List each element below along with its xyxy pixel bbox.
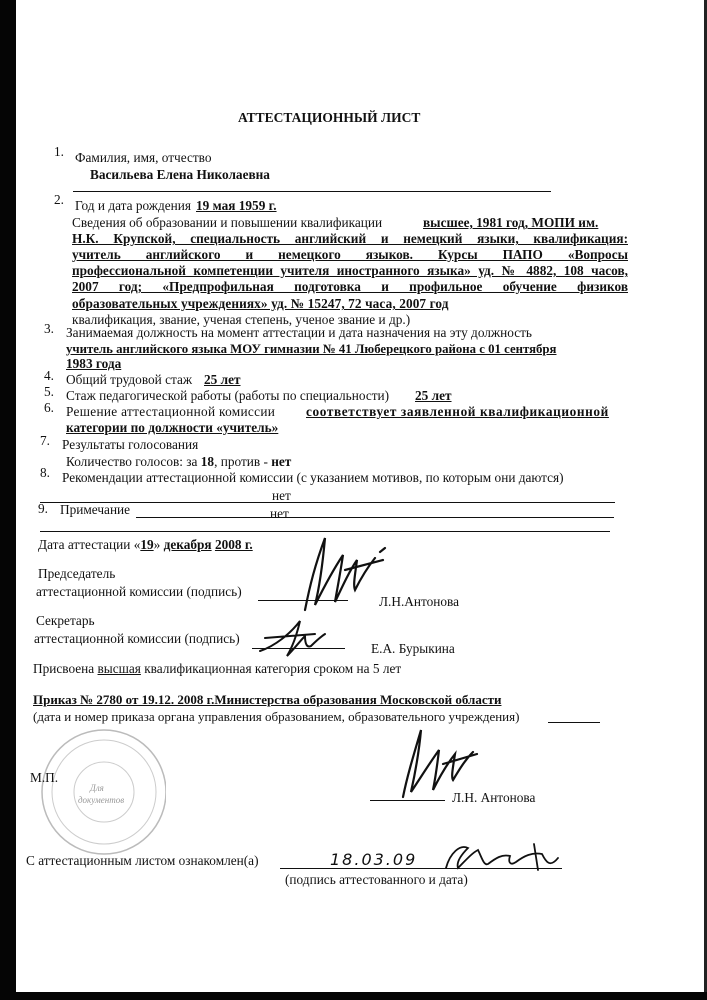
item-number-2: 2. xyxy=(54,192,64,207)
position-label: Занимаемая должность на момент аттестации и дата назначения на эту должность xyxy=(66,325,532,340)
item-number-3: 3. xyxy=(44,321,54,336)
total-experience-label: Общий трудовой стаж xyxy=(66,372,193,387)
fio-underline xyxy=(73,191,551,192)
voting-count-label: Количество голосов: за xyxy=(66,454,198,469)
svg-text:Для: Для xyxy=(90,783,104,793)
attestation-day: 19 xyxy=(140,537,154,552)
stamp-label: М.П. xyxy=(30,770,59,785)
education-value-line4: профессиональной компетенции учителя иностранного языка» уд. № 4882, 108 часов, xyxy=(72,263,628,278)
attestation-date-label: Дата аттестации « xyxy=(38,537,141,552)
item-number-1: 1. xyxy=(54,144,64,159)
recommendations-label: Рекомендации аттестационной комиссии (с указанием мотивов, по которым они даются) xyxy=(62,470,564,485)
secretary-name: Е.А. Бурыкина xyxy=(371,641,455,656)
acknowledgement-date: 18.03.09 xyxy=(330,850,418,869)
acknowledgement-label: С аттестационным листом ознакомлен(а) xyxy=(26,853,259,868)
education-value-line1: высшее, 1981 год, МОПИ им. xyxy=(423,215,599,230)
voting-against-label: , против - xyxy=(214,454,268,469)
position-value-line1: учитель английского языка МОУ гимназии № 41 Люберецкого района с 01 сентября xyxy=(66,342,557,356)
birth-label: Год и дата рождения xyxy=(75,198,192,213)
item-number-8: 8. xyxy=(40,465,50,480)
secretary-signature-label: аттестационной комиссии (подпись) xyxy=(34,631,240,646)
chair-signature-label: аттестационной комиссии (подпись) xyxy=(36,584,242,599)
attestation-date-quote: » xyxy=(153,537,161,552)
secretary-signature xyxy=(255,616,335,661)
item-number-6: 6. xyxy=(44,400,54,415)
education-value-line3: учитель английского и немецкого языков. Курсы ПАПО «Вопросы xyxy=(72,247,628,262)
note-underline xyxy=(136,517,614,518)
education-value-line5: 2007 год; «Предпрофильная подготовка и профильное обучение физиков xyxy=(72,279,628,294)
position-value-line2: 1983 года xyxy=(66,356,122,371)
voting-count xyxy=(66,454,291,469)
voting-for-value: 18 xyxy=(200,454,215,469)
scan-edge-bottom xyxy=(0,992,707,1000)
document-title: АТТЕСТАЦИОННЫЙ ЛИСТ xyxy=(238,110,421,125)
decision-value-line2: категории по должности «учитель» xyxy=(66,420,279,435)
item-number-9: 9. xyxy=(38,501,48,516)
fio-value: Васильева Елена Николаевна xyxy=(90,167,270,182)
svg-text:документов: документов xyxy=(78,795,125,805)
education-value-line6: образовательных учреждениях» уд. № 15247, 72 часа, 2007 год xyxy=(72,296,449,311)
director-signature-line xyxy=(370,800,445,801)
order-note: (дата и номер приказа органа управления образованием, образовательного учреждения) xyxy=(33,709,520,724)
acknowledgement-note: (подпись аттестованного и дата) xyxy=(285,872,468,887)
assigned-category xyxy=(33,661,401,676)
item-number-4: 4. xyxy=(44,368,54,383)
scan-edge-left xyxy=(0,0,16,1000)
total-experience-value: 25 лет xyxy=(204,372,241,387)
ped-experience-label: Стаж педагогической работы (работы по специальности) xyxy=(66,388,390,403)
ped-experience-value: 25 лет xyxy=(415,388,452,403)
chair-title: Председатель xyxy=(38,566,116,581)
attestation-month: декабря xyxy=(163,537,212,552)
assigned-suffix: квалификационная категория сроком на 5 лет xyxy=(144,661,402,676)
order-underline xyxy=(548,722,600,723)
item-number-5: 5. xyxy=(44,384,54,399)
education-note: квалификация, звание, ученая степень, ученое звание и др.) xyxy=(72,312,411,327)
decision-value-line1: соответствует заявленной квалификационной xyxy=(306,404,609,419)
voting-against-value: нет xyxy=(271,454,292,469)
education-label: Сведения об образовании и повышении квалификации xyxy=(72,215,383,230)
chair-name: Л.Н.Антонова xyxy=(379,594,460,609)
decision-label: Решение аттестационной комиссии xyxy=(66,404,276,419)
chair-signature xyxy=(285,530,390,615)
item-number-7: 7. xyxy=(40,433,50,448)
attestation-date xyxy=(38,537,253,552)
secretary-title: Секретарь xyxy=(36,613,95,628)
official-stamp xyxy=(16,725,166,860)
recommendations-value: нет xyxy=(272,488,291,503)
note-label: Примечание xyxy=(60,502,131,517)
note-value: нет xyxy=(270,506,289,521)
birth-value: 19 мая 1959 г. xyxy=(196,198,277,213)
education-value-line2: Н.К. Крупской, специальность английский и немецкий языки, квалификация: xyxy=(72,231,628,246)
assigned-value: высшая xyxy=(97,661,141,676)
attestation-year: 2008 г. xyxy=(214,537,253,552)
order-value: Приказ № 2780 от 19.12. 2008 г.Министерства образования Московской области xyxy=(33,692,502,707)
assigned-prefix: Присвоена xyxy=(33,661,95,676)
fio-label: Фамилия, имя, отчество xyxy=(75,150,212,165)
voting-label: Результаты голосования xyxy=(62,437,199,452)
director-name: Л.Н. Антонова xyxy=(452,790,536,805)
